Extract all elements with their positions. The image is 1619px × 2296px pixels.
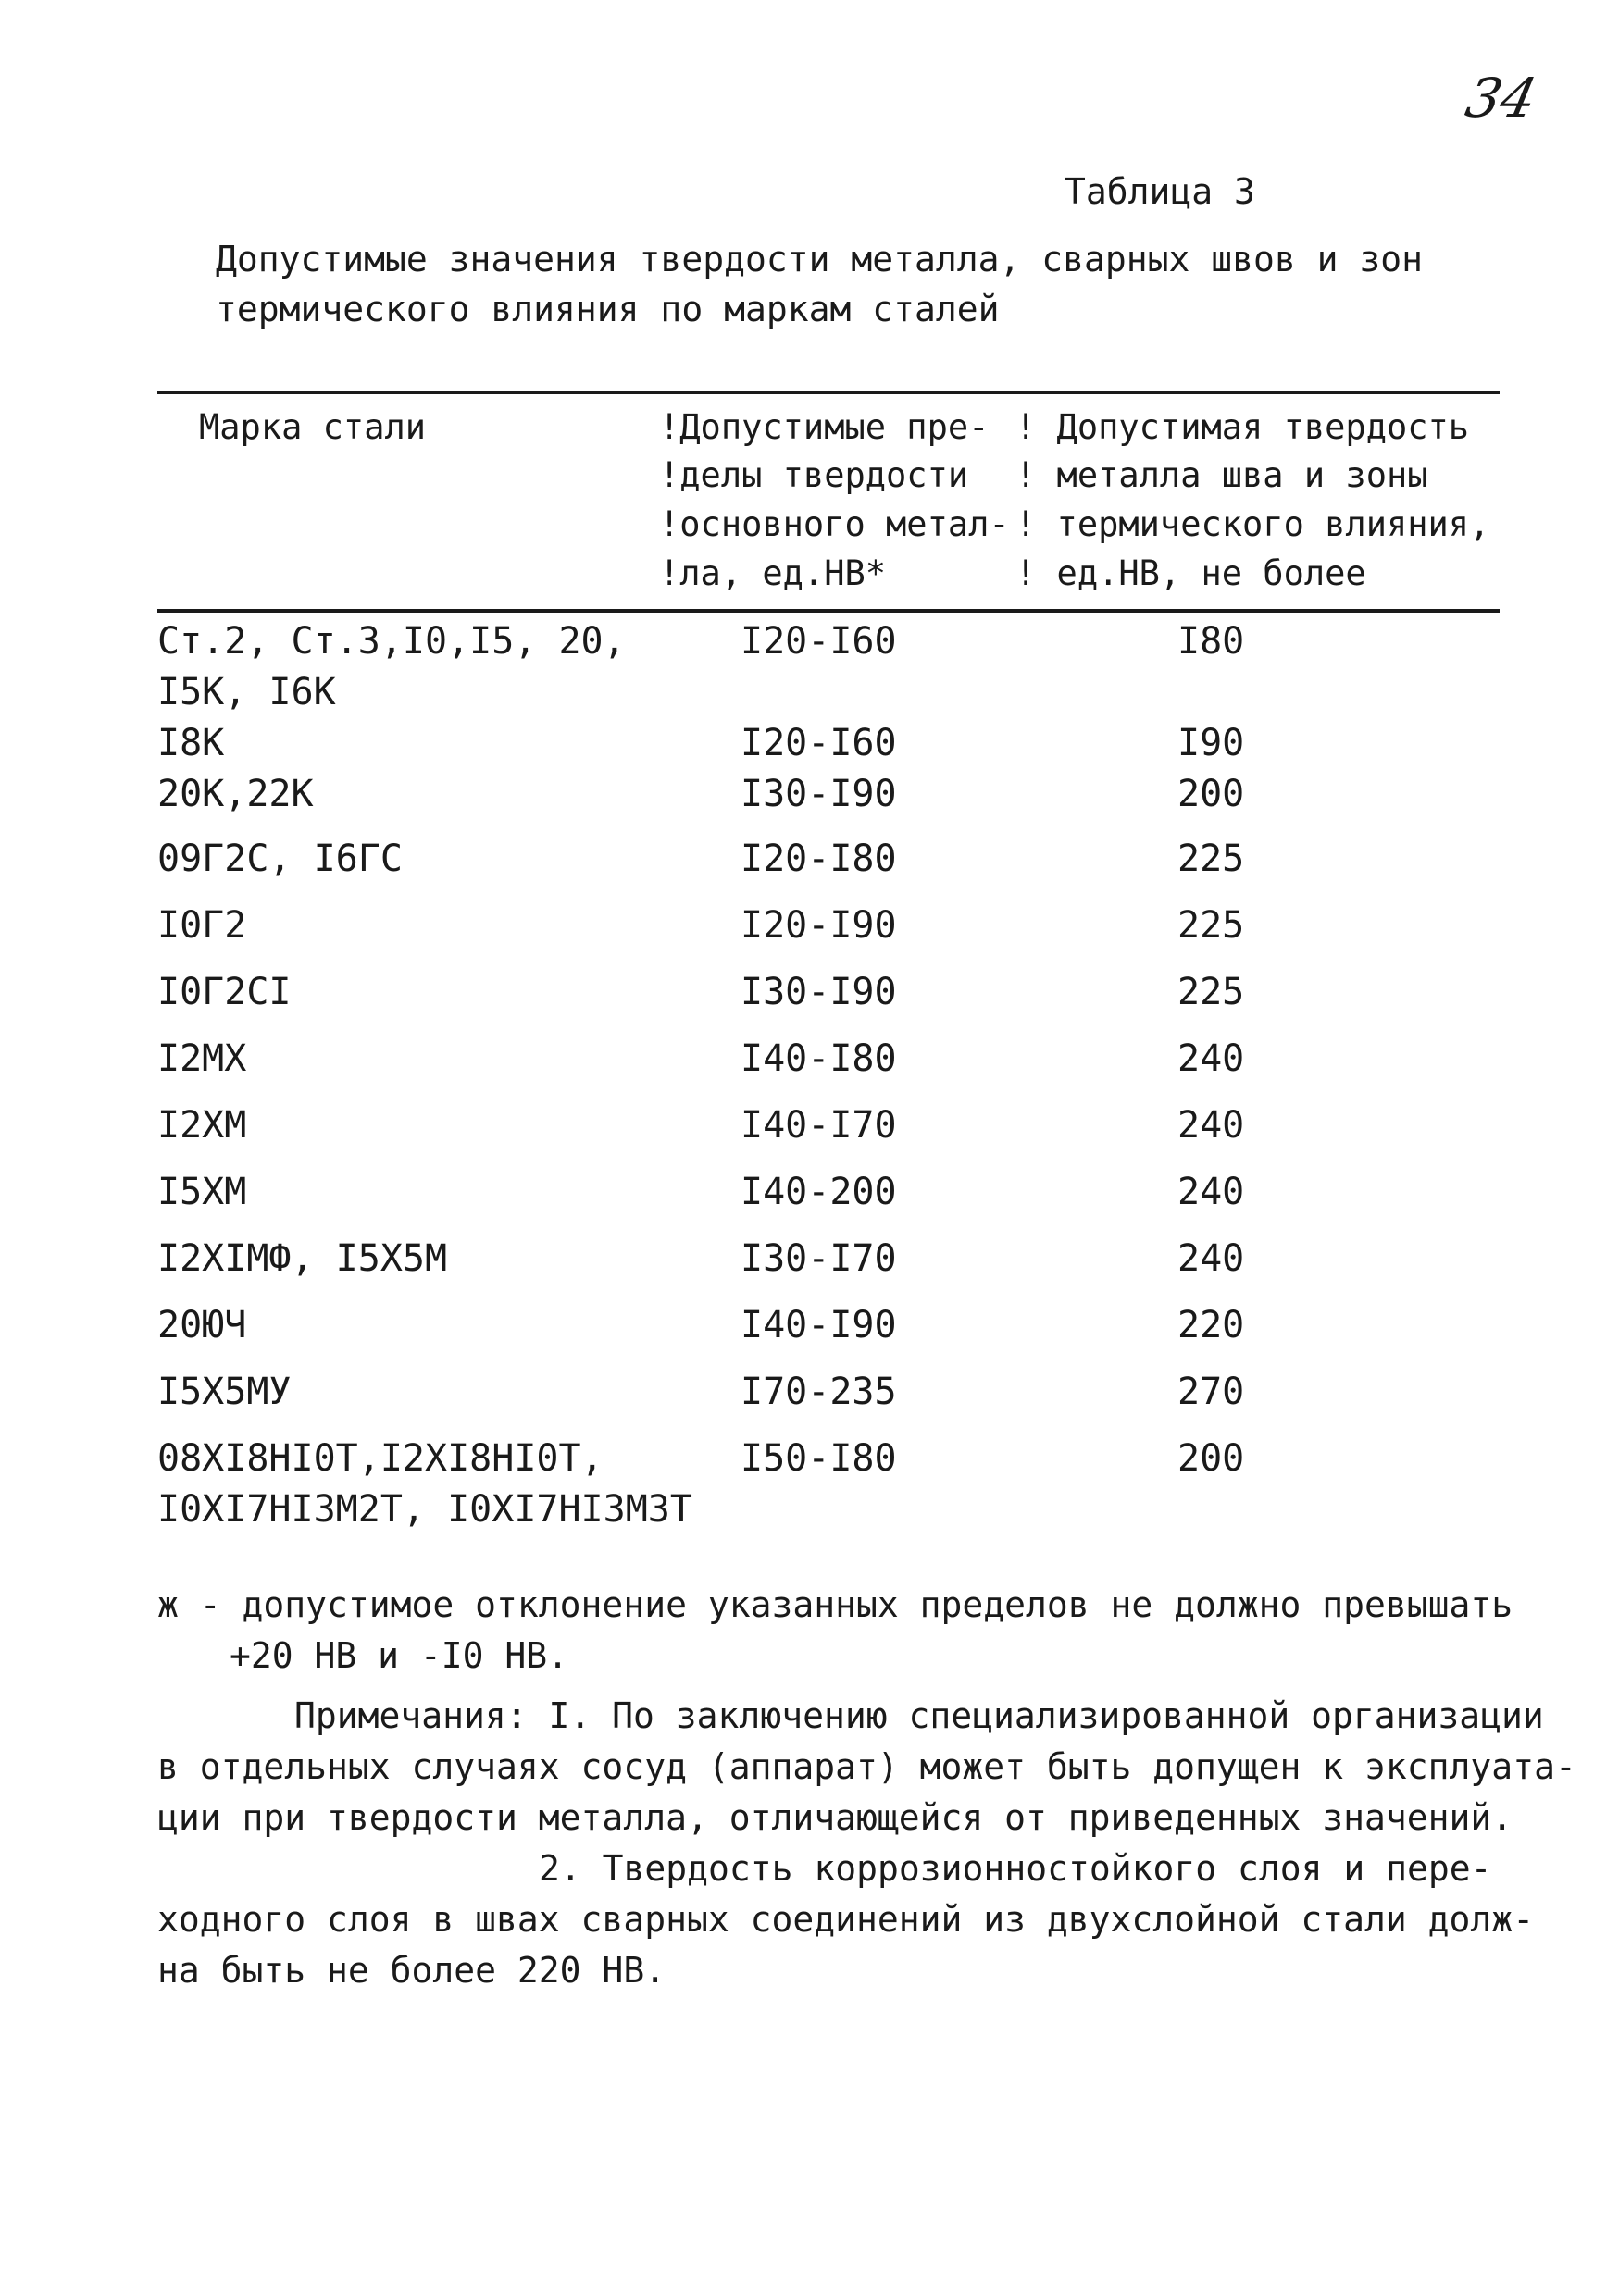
row-grade: I5К, I6К bbox=[157, 671, 336, 714]
footnote-line: ж - допустимое отклонение указанных пределов не должно превышать bbox=[157, 1584, 1513, 1625]
row-weld-hardness: I80 bbox=[1177, 620, 1245, 663]
row-weld-hardness: 225 bbox=[1177, 838, 1245, 880]
row-grade: I0ХI7НI3М2Т, I0ХI7НI3М3Т bbox=[157, 1488, 692, 1531]
row-base-hardness: I40-I70 bbox=[741, 1104, 897, 1147]
table-caption-line: термического влияния по маркам сталей bbox=[216, 289, 1000, 329]
header-weld-line: ! металла шва и зоны bbox=[1015, 455, 1428, 495]
row-weld-hardness: 240 bbox=[1177, 1171, 1245, 1213]
row-weld-hardness: 220 bbox=[1177, 1304, 1245, 1347]
row-grade: I2ХIМФ, I5Х5М bbox=[157, 1237, 448, 1280]
row-base-hardness: I20-I60 bbox=[741, 722, 897, 764]
row-weld-hardness: 270 bbox=[1177, 1371, 1245, 1413]
row-base-hardness: I40-I90 bbox=[741, 1304, 897, 1347]
table-label: Таблица 3 bbox=[1065, 171, 1255, 212]
row-grade: 08ХI8НI0Т,I2ХI8НI0Т, bbox=[157, 1437, 604, 1480]
row-base-hardness: I50-I80 bbox=[741, 1437, 897, 1480]
header-weld-line: ! Допустимая твердость bbox=[1015, 407, 1470, 447]
row-grade: 20К,22К bbox=[157, 773, 314, 815]
row-grade: I0Г2СI bbox=[157, 971, 292, 1013]
row-grade: I8К bbox=[157, 722, 225, 764]
row-weld-hardness: 225 bbox=[1177, 971, 1245, 1013]
notes-line: ции при твердости металла, отличающейся от приведенных значений. bbox=[157, 1797, 1513, 1838]
row-grade: 09Г2С, I6ГС bbox=[157, 838, 403, 880]
notes-line: ходного слоя в швах сварных соединений из двухслойной стали долж- bbox=[157, 1899, 1535, 1940]
row-weld-hardness: I90 bbox=[1177, 722, 1245, 764]
header-weld-line: ! термического влияния, bbox=[1015, 504, 1490, 544]
page-number: 34 bbox=[1460, 67, 1543, 130]
header-base-line: !Допустимые пре- bbox=[659, 407, 990, 447]
table-header-rule bbox=[157, 609, 1500, 613]
row-grade: I2ХМ bbox=[157, 1104, 247, 1147]
notes-line: на быть не более 220 НВ. bbox=[157, 1950, 666, 1991]
row-base-hardness: I30-I90 bbox=[741, 971, 897, 1013]
row-base-hardness: I20-I90 bbox=[741, 904, 897, 947]
header-base-line: !ла, ед.НВ* bbox=[659, 553, 887, 593]
row-weld-hardness: 225 bbox=[1177, 904, 1245, 947]
row-weld-hardness: 200 bbox=[1177, 1437, 1245, 1480]
row-grade: I5Х5МУ bbox=[157, 1371, 292, 1413]
header-weld-line: ! ед.НВ, не более bbox=[1015, 553, 1366, 593]
row-weld-hardness: 200 bbox=[1177, 773, 1245, 815]
row-base-hardness: I40-I80 bbox=[741, 1037, 897, 1080]
row-base-hardness: I30-I70 bbox=[741, 1237, 897, 1280]
row-grade: I0Г2 bbox=[157, 904, 247, 947]
footnote-line: +20 НВ и -I0 НВ. bbox=[230, 1635, 569, 1676]
row-base-hardness: I70-235 bbox=[741, 1371, 897, 1413]
header-base-line: !основного метал- bbox=[659, 504, 1010, 544]
table-top-rule bbox=[157, 391, 1500, 394]
row-grade: Ст.2, Ст.3,I0,I5, 20, bbox=[157, 620, 626, 663]
row-grade: I2МХ bbox=[157, 1037, 247, 1080]
row-base-hardness: I40-200 bbox=[741, 1171, 897, 1213]
header-grade: Марка стали bbox=[199, 407, 427, 447]
row-grade: I5ХМ bbox=[157, 1171, 247, 1213]
row-weld-hardness: 240 bbox=[1177, 1237, 1245, 1280]
row-base-hardness: I30-I90 bbox=[741, 773, 897, 815]
row-base-hardness: I20-I60 bbox=[741, 620, 897, 663]
row-weld-hardness: 240 bbox=[1177, 1104, 1245, 1147]
header-base-line: !делы твердости bbox=[659, 455, 969, 495]
row-grade: 20ЮЧ bbox=[157, 1304, 247, 1347]
notes-line: Примечания: I. По заключению специализированной организации bbox=[294, 1695, 1544, 1736]
notes-line: в отдельных случаях сосуд (аппарат) может быть допущен к эксплуата- bbox=[157, 1746, 1576, 1787]
row-weld-hardness: 240 bbox=[1177, 1037, 1245, 1080]
row-base-hardness: I20-I80 bbox=[741, 838, 897, 880]
notes-line: 2. Твердость коррозионностойкого слоя и пере- bbox=[539, 1848, 1492, 1889]
table-caption-line: Допустимые значения твердости металла, сварных швов и зон bbox=[216, 239, 1424, 279]
